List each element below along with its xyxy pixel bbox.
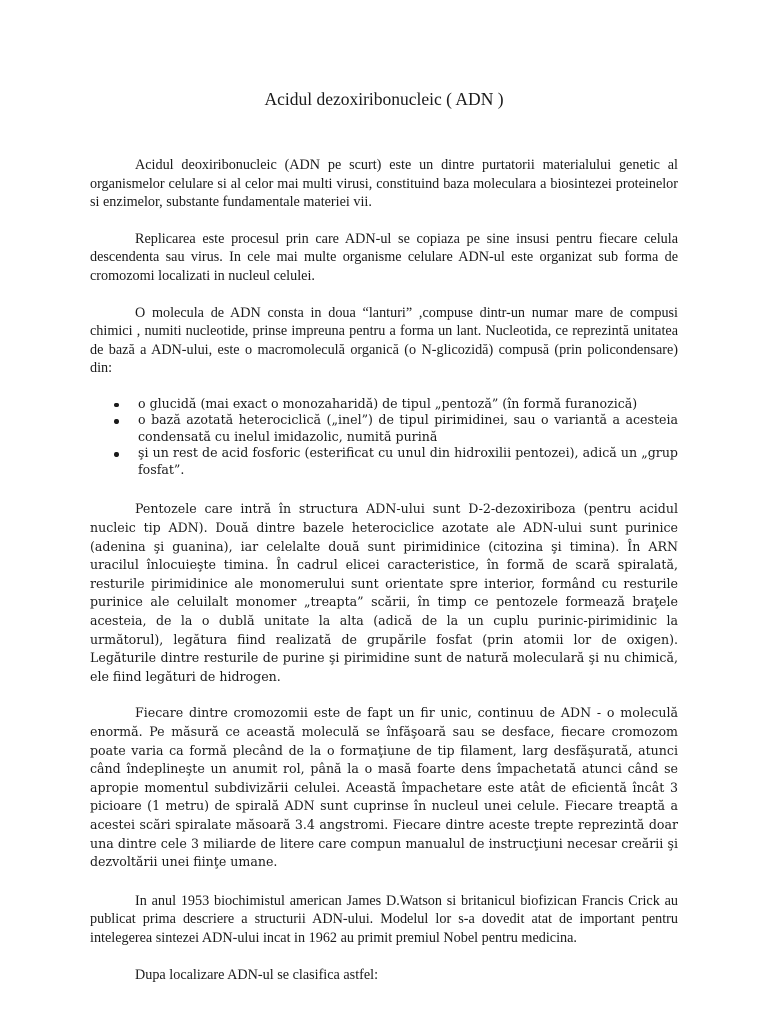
- page-title: Acidul dezoxiribonucleic ( ADN ): [264, 89, 504, 109]
- bullet-icon: [114, 403, 119, 408]
- paragraph-history: In anul 1953 biochimistul american James D.Watson si britanicul biofizican Francis Crick au publicat prima descriere a structurii ADN-ului. Modelul lor s-a dovedit atat de important pentru intelegerea sintezei ADN-ului incat in 1962 au primit premiul Nobel pentru medicina.: [90, 892, 678, 946]
- bullet-icon: [114, 419, 119, 424]
- list-item: [90, 396, 678, 413]
- list-item-text: o bază azotată heterociclică („inel”) de tipul pirimidinei, sau o variantă a acesteia condensată cu inelul imidazolic, numită purină: [138, 412, 678, 444]
- list-item: [90, 445, 678, 478]
- paragraph-molecule: O molecula de ADN consta in doua “lanturi” ,compuse dintr-un numar mare de compusi chimici , numiti nucleotide, prinse impreuna pentru a forma un lant. Nucleotida, ce reprezintă unitatea de bază a ADN-ului, este o macromoleculă organică (o N-glicozidă) compusă (prin policondensare) din:: [90, 304, 678, 377]
- list-item: [90, 412, 678, 445]
- paragraph-replication: Replicarea este procesul prin care ADN-ul se copiaza pe sine insusi pentru fiecare celula descendenta sau virus. In cele mai multe organisme celulare ADN-ul este organizat sub forma de cromozomi localizati in nucleul celulei.: [90, 230, 678, 284]
- bullet-list: [90, 396, 678, 479]
- paragraph-intro: Acidul deoxiribonucleic (ADN pe scurt) este un dintre purtatorii materialului genetic al organismelor celulare si al celor mai multi virusi, constituind baza moleculara a biosintezei proteinelor si enzimelor, substante fundamentale materiei vii.: [90, 157, 678, 211]
- paragraph-classification: Dupa localizare ADN-ul se clasifica astfel:: [135, 966, 379, 983]
- list-item-text: o glucidă (mai exact o monozaharidă) de tipul „pentoză” (în formă furanozică): [138, 395, 638, 411]
- document-body: [90, 156, 678, 1002]
- paragraph-pentoses: Pentozele care intră în structura ADN-ului sunt D-2-dezoxiriboza (pentru acidul nucleic tip ADN). Două dintre bazele heterociclice azotate ale ADN-ului sunt purinice (adenina şi guanina), iar celelalte două sunt pirimidinice (citozina şi timina). În ARN uracilul înlocuieşte timina. În cadrul elicei caracteristice, în formă de scară spiralată, resturile pirimidinice ale monomerului sunt orientate spre interior, formând cu resturile purinice ale celuilalt monomer „treapta” scării, în timp ce pentozele formează braţele acesteia, de la o dublă unitate la alta (adică de la un cuplu purinic-pirimidinic la următorul), legătura fiind realizată de grupările fosfat (prin atomii lor de oxigen). Legăturile dintre resturile de purine şi pirimidine sunt de natură moleculară şi nu chimică, ele fiind legături de hidrogen.: [90, 501, 678, 684]
- bullet-icon: [114, 452, 119, 457]
- paragraph-chromosomes: Fiecare dintre cromozomii este de fapt un fir unic, continuu de ADN - o moleculă enormă. Pe măsură ce această moleculă se înfăşoară sau se desface, fiecare cromozom poate varia ca formă plecând de la o formaţiune de tip filament, larg desfăşurată, atunci când îndeplineşte un anumit rol, până la o masă foarte dens împachetată atunci când se apropie momentul subdivizării celulei. Această împachetare este atât de eficientă încât 3 picioare (1 metru) de spirală ADN sunt cuprinse în nucleul unei celule. Fiecare treaptă a acestei scări spiralate măsoară 3.4 angstromi. Fiecare dintre aceste trepte reprezintă doar una dintre cele 3 miliarde de litere care compun manualul de instrucţiuni necesar creării şi dezvoltării unei fiinţe umane.: [90, 705, 678, 870]
- list-item-text: şi un rest de acid fosforic (esterificat cu unul din hidroxilii pentozei), adică un „grup fosfat”.: [138, 445, 678, 477]
